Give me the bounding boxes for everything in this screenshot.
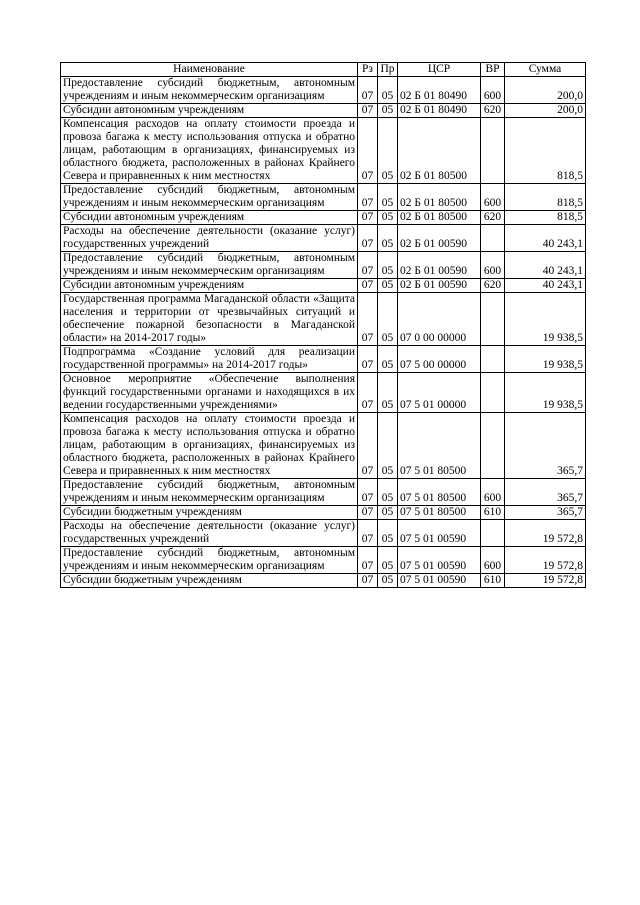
cell-rz: 07 [358, 279, 378, 293]
table-row [61, 346, 586, 373]
cell-pr: 05 [378, 211, 398, 225]
cell-sum: 19 572,8 [505, 574, 586, 588]
cell-sum: 200,0 [505, 104, 586, 118]
cell-vr: 600 [481, 479, 505, 506]
cell-sum: 19 938,5 [505, 373, 586, 413]
cell-pr: 05 [378, 118, 398, 184]
header-pr: Пр [378, 63, 398, 77]
cell-sum: 200,0 [505, 77, 586, 104]
cell-pr: 05 [378, 547, 398, 574]
cell-vr [481, 413, 505, 479]
cell-sum: 40 243,1 [505, 252, 586, 279]
cell-vr: 600 [481, 77, 505, 104]
table-row [61, 118, 586, 184]
cell-vr [481, 373, 505, 413]
cell-csr: 02 Б 01 00590 [398, 225, 481, 252]
cell-rz: 07 [358, 293, 378, 346]
cell-name: Расходы на обеспечение деятельности (оказание услуг) государственных учреждений [61, 520, 358, 547]
cell-name: Государственная программа Магаданской области «Защита населения и территории от чрезвычайных ситуаций и обеспечение пожарной безопасности в Магаданской области» на 2014-2017 годы» [61, 293, 358, 346]
cell-pr: 05 [378, 225, 398, 252]
table-row [61, 252, 586, 279]
table-row [61, 211, 586, 225]
cell-name: Расходы на обеспечение деятельности (оказание услуг) государственных учреждений [61, 225, 358, 252]
cell-sum: 365,7 [505, 479, 586, 506]
cell-rz: 07 [358, 184, 378, 211]
cell-csr: 07 5 01 80500 [398, 506, 481, 520]
cell-csr: 07 5 01 00000 [398, 373, 481, 413]
cell-name: Основное мероприятие «Обеспечение выполнения функций государственными органами и находящихся в их ведении государственными учреждениями» [61, 373, 358, 413]
header-sum: Сумма [505, 63, 586, 77]
header-name: Наименование [61, 63, 358, 77]
table-row [61, 225, 586, 252]
cell-rz: 07 [358, 77, 378, 104]
cell-pr: 05 [378, 479, 398, 506]
cell-vr [481, 118, 505, 184]
cell-rz: 07 [358, 104, 378, 118]
cell-csr: 02 Б 01 80490 [398, 77, 481, 104]
cell-rz: 07 [358, 506, 378, 520]
cell-sum: 365,7 [505, 506, 586, 520]
cell-pr: 05 [378, 293, 398, 346]
table-row [61, 77, 586, 104]
header-rz: Рз [358, 63, 378, 77]
cell-name: Субсидии бюджетным учреждениям [61, 574, 358, 588]
cell-vr: 610 [481, 506, 505, 520]
cell-csr: 02 Б 01 00590 [398, 252, 481, 279]
table-row [61, 520, 586, 547]
cell-vr: 600 [481, 547, 505, 574]
header-row [61, 63, 586, 77]
cell-sum: 19 938,5 [505, 293, 586, 346]
header-csr: ЦСР [398, 63, 481, 77]
cell-sum: 19 938,5 [505, 346, 586, 373]
cell-csr: 07 5 01 80500 [398, 413, 481, 479]
cell-csr: 02 Б 01 80490 [398, 104, 481, 118]
cell-rz: 07 [358, 373, 378, 413]
cell-name: Субсидии автономным учреждениям [61, 104, 358, 118]
cell-csr: 07 5 01 00590 [398, 574, 481, 588]
cell-vr: 620 [481, 211, 505, 225]
budget-table [60, 62, 586, 588]
table-row [61, 506, 586, 520]
table-row [61, 373, 586, 413]
cell-csr: 02 Б 01 80500 [398, 211, 481, 225]
cell-pr: 05 [378, 104, 398, 118]
cell-rz: 07 [358, 346, 378, 373]
cell-csr: 02 Б 01 80500 [398, 184, 481, 211]
cell-pr: 05 [378, 77, 398, 104]
cell-rz: 07 [358, 547, 378, 574]
cell-pr: 05 [378, 520, 398, 547]
table-row [61, 293, 586, 346]
cell-name: Субсидии автономным учреждениям [61, 279, 358, 293]
cell-sum: 40 243,1 [505, 279, 586, 293]
cell-pr: 05 [378, 279, 398, 293]
cell-csr: 02 Б 01 00590 [398, 279, 481, 293]
cell-vr: 620 [481, 104, 505, 118]
cell-name: Предоставление субсидий бюджетным, автономным учреждениям и иным некоммерческим организациям [61, 479, 358, 506]
cell-pr: 05 [378, 184, 398, 211]
table-row [61, 279, 586, 293]
cell-pr: 05 [378, 574, 398, 588]
cell-vr [481, 293, 505, 346]
cell-csr: 07 0 00 00000 [398, 293, 481, 346]
header-vr: ВР [481, 63, 505, 77]
cell-rz: 07 [358, 118, 378, 184]
cell-csr: 07 5 01 00590 [398, 520, 481, 547]
cell-vr [481, 346, 505, 373]
cell-name: Предоставление субсидий бюджетным, автономным учреждениям и иным некоммерческим организациям [61, 547, 358, 574]
cell-name: Предоставление субсидий бюджетным, автономным учреждениям и иным некоммерческим организациям [61, 184, 358, 211]
cell-sum: 818,5 [505, 184, 586, 211]
cell-name: Предоставление субсидий бюджетным, автономным учреждениям и иным некоммерческим организациям [61, 252, 358, 279]
cell-vr [481, 225, 505, 252]
cell-pr: 05 [378, 373, 398, 413]
cell-csr: 07 5 00 00000 [398, 346, 481, 373]
table-row [61, 184, 586, 211]
cell-vr: 620 [481, 279, 505, 293]
cell-csr: 07 5 01 80500 [398, 479, 481, 506]
cell-name: Компенсация расходов на оплату стоимости проезда и провоза багажа к месту использования отпуска и обратно лицам, работающим в организациях, финансируемых из областного бюджета, расположенных в районах Крайнего Севера и приравненных к ним местностях [61, 118, 358, 184]
cell-vr: 600 [481, 252, 505, 279]
table-row [61, 574, 586, 588]
cell-name: Субсидии бюджетным учреждениям [61, 506, 358, 520]
table-row [61, 104, 586, 118]
table-row [61, 413, 586, 479]
table-row [61, 479, 586, 506]
cell-pr: 05 [378, 346, 398, 373]
cell-sum: 365,7 [505, 413, 586, 479]
cell-rz: 07 [358, 225, 378, 252]
cell-csr: 02 Б 01 80500 [398, 118, 481, 184]
cell-rz: 07 [358, 252, 378, 279]
cell-rz: 07 [358, 574, 378, 588]
cell-name: Предоставление субсидий бюджетным, автономным учреждениям и иным некоммерческим организациям [61, 77, 358, 104]
cell-sum: 19 572,8 [505, 520, 586, 547]
cell-pr: 05 [378, 413, 398, 479]
cell-rz: 07 [358, 520, 378, 547]
cell-pr: 05 [378, 506, 398, 520]
cell-rz: 07 [358, 479, 378, 506]
cell-rz: 07 [358, 413, 378, 479]
cell-sum: 818,5 [505, 211, 586, 225]
cell-sum: 40 243,1 [505, 225, 586, 252]
cell-sum: 19 572,8 [505, 547, 586, 574]
cell-name: Подпрограмма «Создание условий для реализации государственной программы» на 2014-2017 годы» [61, 346, 358, 373]
cell-name: Субсидии автономным учреждениям [61, 211, 358, 225]
table-body [61, 77, 586, 588]
cell-vr: 610 [481, 574, 505, 588]
table-row [61, 547, 586, 574]
cell-pr: 05 [378, 252, 398, 279]
cell-vr [481, 520, 505, 547]
cell-vr: 600 [481, 184, 505, 211]
cell-name: Компенсация расходов на оплату стоимости проезда и провоза багажа к месту использования отпуска и обратно лицам, работающим в организациях, финансируемых из областного бюджета, расположенных в районах Крайнего Севера и приравненных к ним местностях [61, 413, 358, 479]
cell-csr: 07 5 01 00590 [398, 547, 481, 574]
cell-rz: 07 [358, 211, 378, 225]
cell-sum: 818,5 [505, 118, 586, 184]
